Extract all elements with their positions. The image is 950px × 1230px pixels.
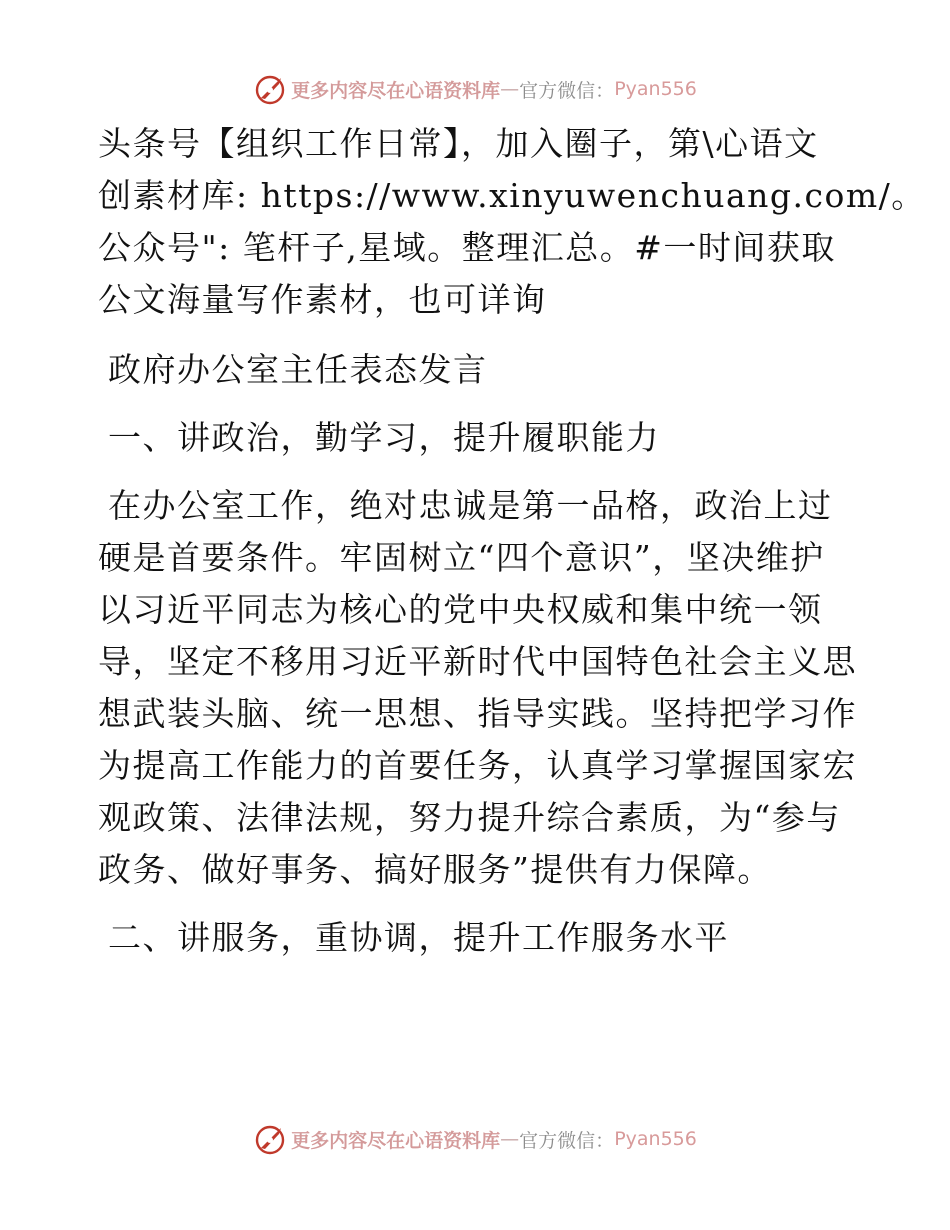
section-1-paragraph xyxy=(98,480,858,896)
intro-paragraph xyxy=(98,118,926,326)
section-1-heading: 一、讲政治，勤学习，提升履职能力 xyxy=(108,418,660,457)
intro-line: 头条号【组织工作日常】，加入圈子，第\心语文 xyxy=(98,124,819,163)
intro-line: 公众号": 笔杆子,星域。整理汇总。#一时间获取 xyxy=(98,228,836,267)
intro-line: 公文海量写作素材，也可详询 xyxy=(98,280,547,319)
brand-logo-icon xyxy=(253,72,287,106)
watermark-brand-text: 更多内容尽在心语资料库 xyxy=(291,1129,501,1152)
header-watermark xyxy=(0,72,950,106)
watermark-wechat-id: Pyan556 xyxy=(614,1128,697,1150)
body-line: 导，坚定不移用习近平新时代中国特色社会主义思 xyxy=(98,642,857,681)
body-line: 硬是首要条件。牢固树立“四个意识”，坚决维护 xyxy=(98,538,825,577)
watermark-label: 官方微信： xyxy=(519,1129,615,1152)
body-line: 政务、做好事务、搞好服务”提供有力保障。 xyxy=(98,850,772,889)
brand-logo-icon xyxy=(253,1122,287,1156)
footer-watermark xyxy=(0,1122,950,1156)
body-line: 想武装头脑、统一思想、指导实践。坚持把学习作 xyxy=(98,694,857,733)
document-body xyxy=(98,118,926,964)
body-line: 观政策、法律法规，努力提升综合素质，为“参与 xyxy=(98,798,841,837)
body-line: 在办公室工作，绝对忠诚是第一品格，政治上过 xyxy=(108,486,833,525)
watermark-dash: — xyxy=(500,78,520,100)
document-title: 政府办公室主任表态发言 xyxy=(108,350,488,389)
section-2-heading: 二、讲服务，重协调，提升工作服务水平 xyxy=(108,918,729,957)
intro-line: 创素材库: https://www.xinyuwenchuang.com/。 xyxy=(98,176,926,215)
watermark-wechat-id: Pyan556 xyxy=(614,78,697,100)
body-line: 为提高工作能力的首要任务，认真学习掌握国家宏 xyxy=(98,746,857,785)
body-line: 以习近平同志为核心的党中央权威和集中统一领 xyxy=(98,590,823,629)
watermark-label: 官方微信： xyxy=(519,79,615,102)
watermark-brand-text: 更多内容尽在心语资料库 xyxy=(291,79,501,102)
watermark-dash: — xyxy=(500,1128,520,1150)
